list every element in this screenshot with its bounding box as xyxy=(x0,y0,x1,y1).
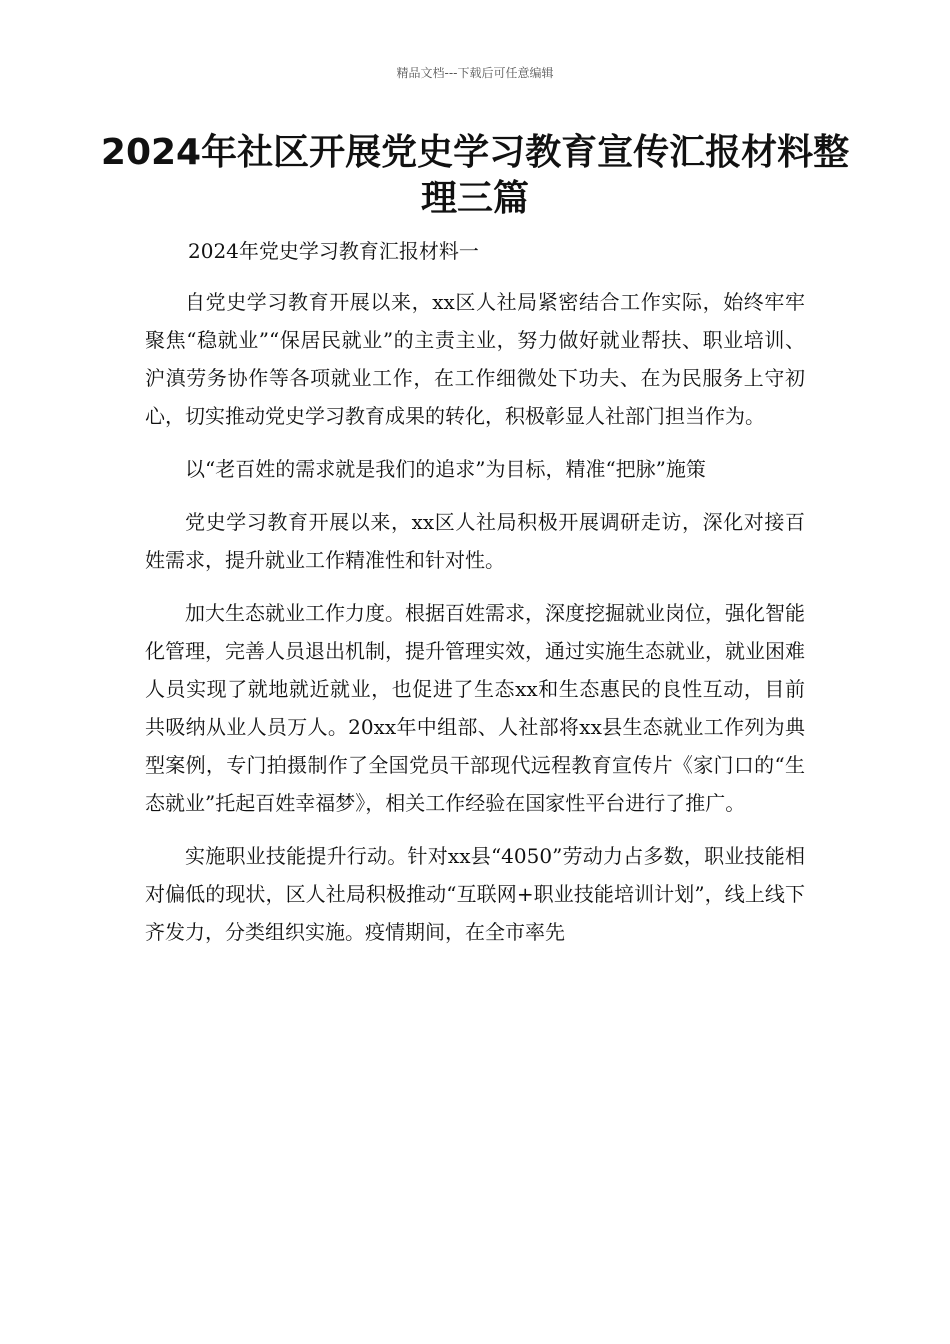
paragraph-heading-goal: 以“老百姓的需求就是我们的追求”为目标，精准“把脉”施策 xyxy=(185,457,706,481)
paragraph-intro: 自党史学习教育开展以来，xx区人社局紧密结合工作实际，始终牢牢聚焦“稳就业”“保居民就业”的主责主业，努力做好就业帮扶、职业培训、沪滇劳务协作等各项就业工作，在工作细微处下功夫、在为民服务上守初心，切实推动党史学习教育成果的转化，积极彰显人社部门担当作为。 xyxy=(145,290,805,428)
header-note: 精品文档---下载后可任意编辑 xyxy=(396,66,554,80)
document-title: 2024年社区开展党史学习教育宣传汇报材料整理三篇 xyxy=(100,132,850,219)
paragraph-eco-employment: 加大生态就业工作力度。根据百姓需求，深度挖掘就业岗位，强化智能化管理，完善人员退出机制，提升管理实效，通过实施生态就业，就业困难人员实现了就地就近就业，也促进了生态xx和生态惠民的良性互动，目前共吸纳从业人员万人。20xx年中组部、人社部将xx县生态就业工作列为典型案例，专门拍摄制作了全国党员干部现代远程教育宣传片《家门口的“生态就业”托起百姓幸福梦》，相关工作经验在国家性平台进行了推广。 xyxy=(145,601,805,815)
document-body xyxy=(145,283,805,966)
paragraph-research: 党史学习教育开展以来，xx区人社局积极开展调研走访，深化对接百姓需求，提升就业工作精准性和针对性。 xyxy=(145,510,805,572)
section-subtitle: 2024年党史学习教育汇报材料一 xyxy=(188,239,479,263)
paragraph-skills: 实施职业技能提升行动。针对xx县“4050”劳动力占多数，职业技能相对偏低的现状，区人社局积极推动“互联网+职业技能培训计划”，线上线下齐发力，分类组织实施。疫情期间，在全市率先 xyxy=(145,844,805,944)
